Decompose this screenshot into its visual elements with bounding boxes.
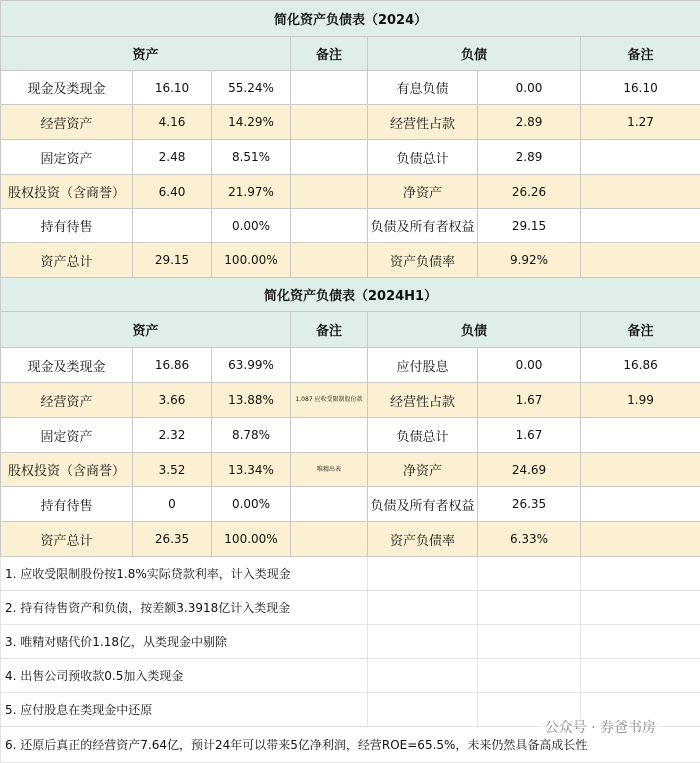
note-text: 3. 唯精对赌代价1.18亿，从类现金中剔除 xyxy=(1,625,368,659)
note-row xyxy=(1,659,700,693)
liability-value: 6.33% xyxy=(478,522,581,557)
asset-percent: 63.99% xyxy=(212,348,291,383)
liability-note: 1.27 xyxy=(581,105,700,140)
table-row xyxy=(1,383,700,418)
asset-percent: 0.00% xyxy=(212,209,291,243)
asset-note xyxy=(291,71,368,105)
asset-label: 固定资产 xyxy=(1,418,133,453)
asset-value: 29.15 xyxy=(133,243,212,278)
liability-value: 0.00 xyxy=(478,348,581,383)
liability-value: 26.35 xyxy=(478,487,581,522)
liability-note xyxy=(581,487,700,522)
asset-label: 持有待售 xyxy=(1,487,133,522)
liability-label: 负债总计 xyxy=(368,140,478,175)
table-row xyxy=(1,175,700,209)
watermark: 公众号 · 券爸书房 xyxy=(541,717,660,737)
table-row xyxy=(1,71,700,105)
note-header-right: 备注 xyxy=(581,312,700,348)
liability-value: 1.67 xyxy=(478,418,581,453)
liability-value: 1.67 xyxy=(478,383,581,418)
liability-note: 1.99 xyxy=(581,383,700,418)
asset-label: 经营资产 xyxy=(1,105,133,140)
asset-percent: 8.78% xyxy=(212,418,291,453)
table-row xyxy=(1,105,700,140)
liability-label: 经营性占款 xyxy=(368,383,478,418)
asset-percent: 100.00% xyxy=(212,243,291,278)
liability-label: 经营性占款 xyxy=(368,105,478,140)
liabilities-header: 负债 xyxy=(368,37,581,71)
asset-value: 3.66 xyxy=(133,383,212,418)
table-row xyxy=(1,140,700,175)
assets-header: 资产 xyxy=(1,37,291,71)
asset-label: 现金及类现金 xyxy=(1,71,133,105)
liability-label: 资产负债率 xyxy=(368,522,478,557)
liability-value: 29.15 xyxy=(478,209,581,243)
liability-note xyxy=(581,175,700,209)
liability-label: 净资产 xyxy=(368,175,478,209)
liability-label: 负债及所有者权益 xyxy=(368,209,478,243)
note-header-right: 备注 xyxy=(581,37,700,71)
asset-percent: 8.51% xyxy=(212,140,291,175)
table-title: 简化资产负债表（2024） xyxy=(1,1,700,37)
asset-percent: 13.34% xyxy=(212,453,291,487)
table-row xyxy=(1,209,700,243)
asset-value: 0 xyxy=(133,487,212,522)
note-text: 5. 应付股息在类现金中还原 xyxy=(1,693,368,727)
note-header-left: 备注 xyxy=(291,37,368,71)
liability-label: 资产负债率 xyxy=(368,243,478,278)
asset-value: 16.10 xyxy=(133,71,212,105)
note-text: 4. 出售公司预收款0.5加入类现金 xyxy=(1,659,368,693)
asset-label: 固定资产 xyxy=(1,140,133,175)
asset-label: 资产总计 xyxy=(1,243,133,278)
table-row xyxy=(1,487,700,522)
asset-note: 唯精出表 xyxy=(291,453,368,487)
asset-value: 2.32 xyxy=(133,418,212,453)
table-row xyxy=(1,453,700,487)
asset-percent: 0.00% xyxy=(212,487,291,522)
asset-note xyxy=(291,522,368,557)
liability-label: 负债总计 xyxy=(368,418,478,453)
asset-note xyxy=(291,243,368,278)
asset-note xyxy=(291,418,368,453)
note-row xyxy=(1,625,700,659)
asset-label: 持有待售 xyxy=(1,209,133,243)
liability-value: 9.92% xyxy=(478,243,581,278)
table-row xyxy=(1,348,700,383)
liability-note xyxy=(581,140,700,175)
liability-note xyxy=(581,243,700,278)
note-header-left: 备注 xyxy=(291,312,368,348)
asset-percent: 55.24% xyxy=(212,71,291,105)
assets-header: 资产 xyxy=(1,312,291,348)
liability-value: 2.89 xyxy=(478,140,581,175)
asset-percent: 100.00% xyxy=(212,522,291,557)
asset-value xyxy=(133,209,212,243)
liabilities-header: 负债 xyxy=(368,312,581,348)
asset-note xyxy=(291,140,368,175)
asset-note xyxy=(291,175,368,209)
liability-note xyxy=(581,418,700,453)
liability-note: 16.86 xyxy=(581,348,700,383)
asset-percent: 14.29% xyxy=(212,105,291,140)
note-text: 1. 应收受限制股份按1.8%实际贷款利率，计入类现金 xyxy=(1,557,368,591)
liability-value: 26.26 xyxy=(478,175,581,209)
liability-note xyxy=(581,522,700,557)
asset-note: 1.087 应收受限制股份款 xyxy=(291,383,368,418)
liability-value: 0.00 xyxy=(478,71,581,105)
asset-note xyxy=(291,105,368,140)
liability-value: 24.69 xyxy=(478,453,581,487)
table-row xyxy=(1,418,700,453)
liability-value: 2.89 xyxy=(478,105,581,140)
note-text: 2. 持有待售资产和负债，按差额3.3918亿计入类现金 xyxy=(1,591,368,625)
asset-percent: 21.97% xyxy=(212,175,291,209)
asset-value: 4.16 xyxy=(133,105,212,140)
liability-label: 负债及所有者权益 xyxy=(368,487,478,522)
asset-value: 6.40 xyxy=(133,175,212,209)
liability-note xyxy=(581,209,700,243)
asset-label: 股权投资（含商誉） xyxy=(1,453,133,487)
liability-label: 有息负债 xyxy=(368,71,478,105)
asset-value: 26.35 xyxy=(133,522,212,557)
asset-note xyxy=(291,348,368,383)
table-row xyxy=(1,243,700,278)
liability-label: 净资产 xyxy=(368,453,478,487)
table-row xyxy=(1,522,700,557)
asset-value: 16.86 xyxy=(133,348,212,383)
liability-note xyxy=(581,453,700,487)
liability-note: 16.10 xyxy=(581,71,700,105)
asset-label: 资产总计 xyxy=(1,522,133,557)
asset-label: 现金及类现金 xyxy=(1,348,133,383)
liability-label: 应付股息 xyxy=(368,348,478,383)
asset-value: 3.52 xyxy=(133,453,212,487)
asset-percent: 13.88% xyxy=(212,383,291,418)
note-row xyxy=(1,557,700,591)
asset-label: 经营资产 xyxy=(1,383,133,418)
table-title: 简化资产负债表（2024H1） xyxy=(1,278,700,312)
note-text: 6. 还原后真正的经营资产7.64亿，预计24年可以带来5亿净利润，经营ROE=65.5%，未来仍然具备高成长性 xyxy=(1,727,700,763)
asset-note xyxy=(291,487,368,522)
note-row xyxy=(1,591,700,625)
asset-value: 2.48 xyxy=(133,140,212,175)
asset-note xyxy=(291,209,368,243)
asset-label: 股权投资（含商誉） xyxy=(1,175,133,209)
